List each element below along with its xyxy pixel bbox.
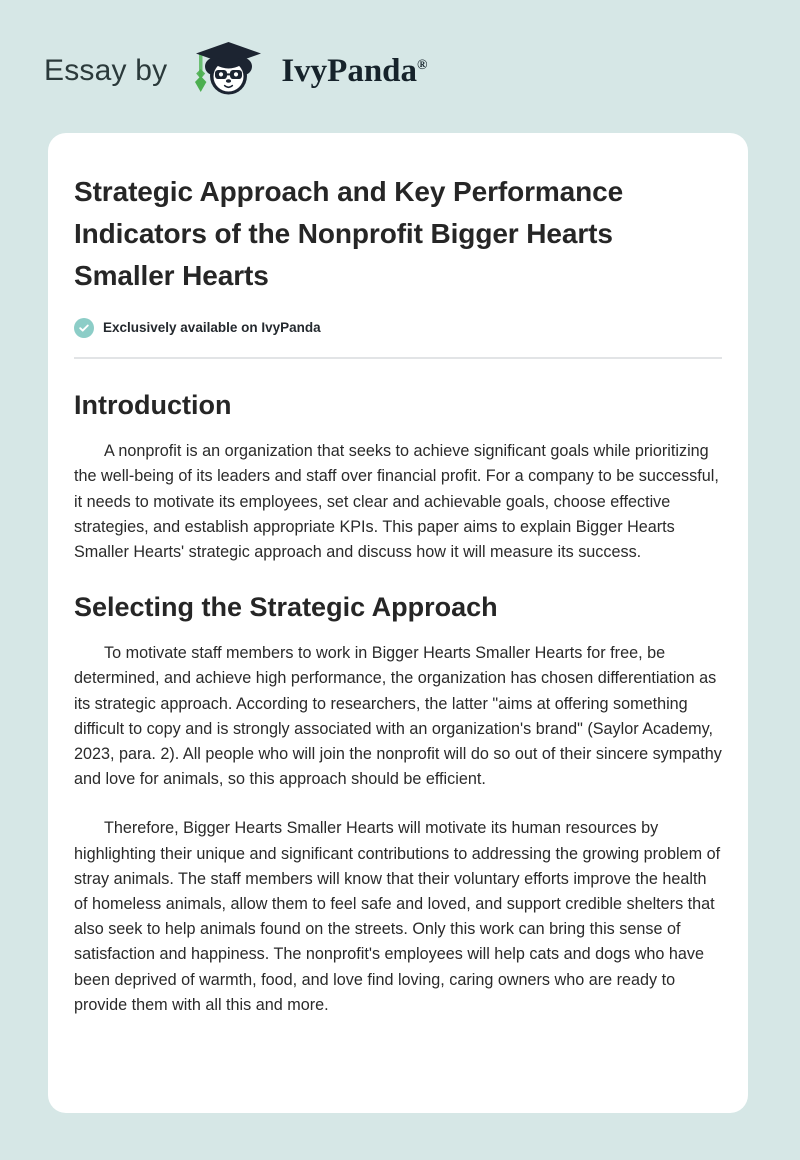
paragraph: A nonprofit is an organization that seeks to achieve significant goals while prioritizing the well-being of its leaders and staff over financial profit. For a company to be successful, it needs to motivate its employees, set clear and achievable goals, choose effective strategies, and establish appropriate KPIs. This paper aims to explain Bigger Hearts Smaller Hearts' strategic approach and discuss how it will measure its success. [74, 442, 719, 561]
section-heading-introduction: Introduction [74, 390, 232, 420]
exclusive-availability-label: Exclusively available on IvyPanda [103, 320, 321, 336]
ivypanda-wordmark-text: IvyPanda [281, 52, 418, 89]
site-brand-header [44, 40, 428, 102]
essay-by-label: Essay by [44, 54, 168, 87]
document-card [48, 133, 748, 1113]
section-heading-selecting-the-strategic-approach: Selecting the Strategic Approach [74, 592, 498, 623]
ivypanda-wordmark [281, 52, 428, 89]
registered-trademark-symbol: ® [417, 57, 428, 73]
header-divider [74, 357, 722, 359]
check-circle-icon [74, 318, 94, 338]
paragraph: Therefore, Bigger Hearts Smaller Hearts will motivate its human resources by highlighting their unique and significant contributions to addressing the growing problem of stray animals. The staff members will know that their voluntary efforts improve the health of homeless animals, allow them to feel safe and loved, and support credible shelters that also seek to help animals found on the streets. Only this work can bring this sense of satisfaction and happiness. The nonprofit's employees will help cats and dogs who have been deprived of warmth, food, and love find loving, caring owners who are ready to provide them with all this and more. [74, 819, 721, 1014]
paragraph: To motivate staff members to work in Bigger Hearts Smaller Hearts for free, be determined, and achieve high performance, the organization has chosen differentiation as its strategic approach. According to researchers, the latter "aims at offering something difficult to copy and is strongly associated with an organization's brand" (Saylor Academy, 2023, para. 2). All people who will join the nonprofit will do so out of their sincere sympathy and love for animals, so this approach should be efficient. [74, 644, 722, 789]
panda-graduation-cap-logo-icon [181, 40, 277, 102]
exclusive-availability-badge [74, 318, 722, 338]
page-title: Strategic Approach and Key Performance Indicators of the Nonprofit Bigger Hearts Smaller Hearts [74, 176, 624, 291]
